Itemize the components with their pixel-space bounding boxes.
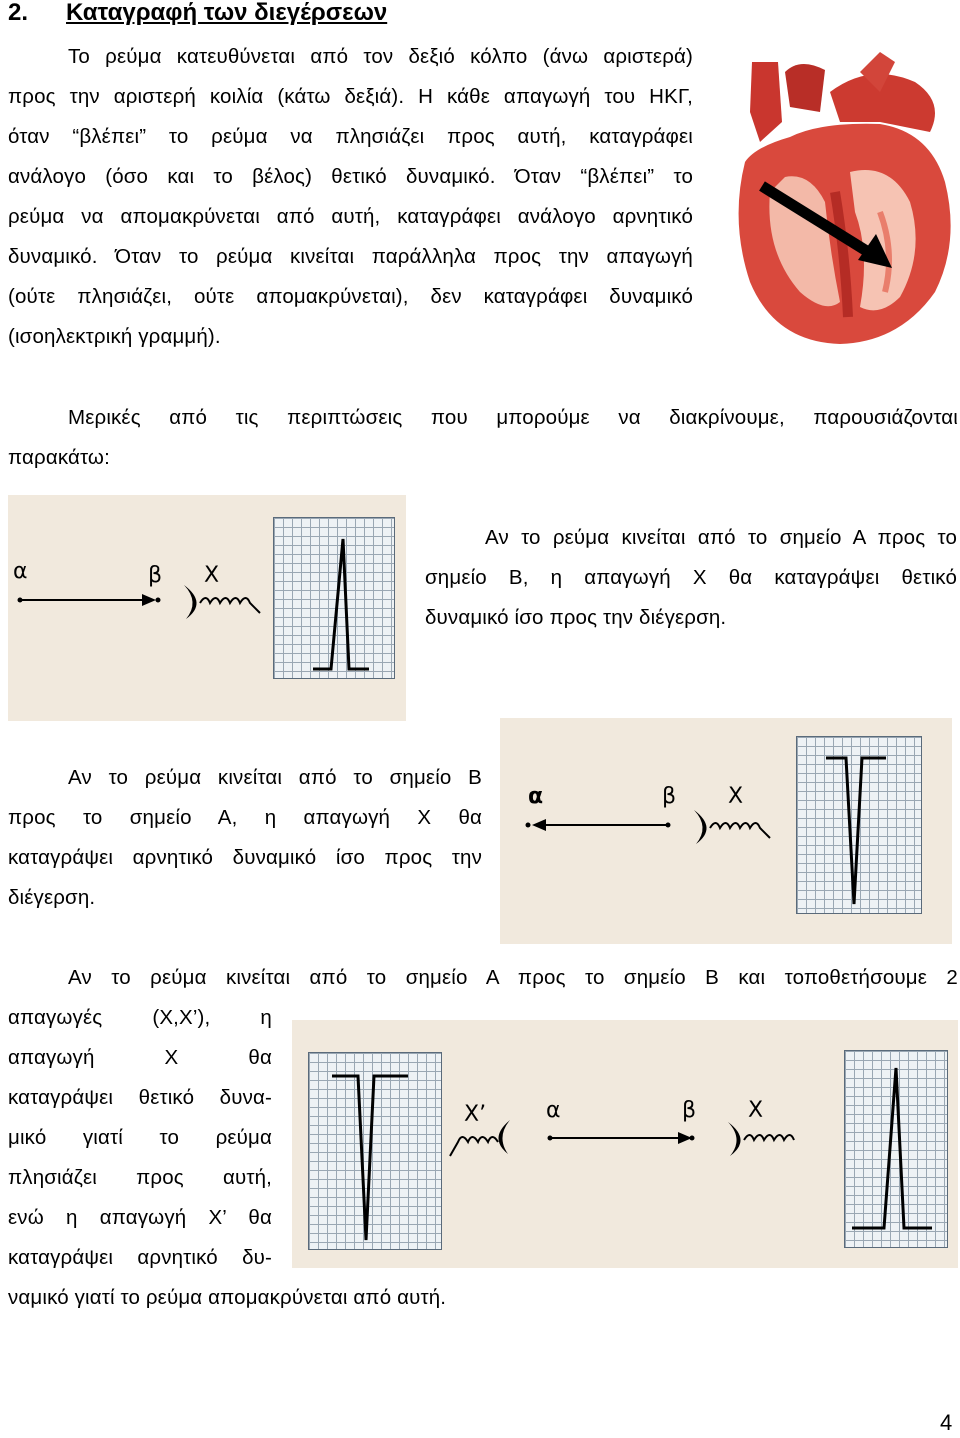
point-a-label: α [546, 1098, 561, 1123]
intro-line: δυναμικό. Όταν το ρεύμα κινείται παράλληλα προς την απαγωγή [8, 245, 693, 268]
case3-first-line: Αν το ρεύμα κινείται από το σημείο Α προς το σημείο Β και τοποθετήσουμε 2 [68, 966, 958, 989]
point-b-label: β [662, 784, 677, 809]
ecg-negative-trace [796, 736, 920, 912]
case1-line: σημείο Β, η απαγωγή Χ θα καταγράψει θετικό [425, 566, 957, 589]
intro-line: (ισοηλεκτρική γραμμή). [8, 325, 221, 348]
cases-intro-line: Μερικές από τις περιπτώσεις που μπορούμε να διακρίνουμε, παρουσιάζονται [68, 406, 958, 429]
ecg-positive-trace [844, 1050, 946, 1246]
case3-diagram [292, 1020, 958, 1268]
intro-line: όταν “βλέπει” το ρεύμα να πλησιάζει προς αυτή, καταγράφει [8, 125, 693, 148]
case1-text [425, 518, 957, 638]
heart-illustration [730, 52, 960, 352]
intro-line: ανάλογο (όσο και το βέλος) θετικό δυναμικό. Όταν “βλέπει” το [8, 165, 693, 188]
case2-line: καταγράψει αρνητικό δυναμικό ίσο προς την [8, 846, 482, 869]
section-heading [8, 0, 387, 28]
section-number: 2. [8, 0, 29, 26]
case1-line: Αν το ρεύμα κινείται από το σημείο Α προς το [485, 526, 957, 549]
case1-diagram [8, 495, 406, 721]
case2-line: διέγερση. [8, 886, 96, 909]
intro-paragraph [8, 37, 693, 357]
case3-first-line-wrap [8, 958, 958, 998]
case2-diagram [500, 718, 952, 944]
case3-text [8, 998, 272, 1278]
point-b-label: β [148, 563, 163, 588]
lead-x-label: Χ [204, 563, 220, 588]
case2-line: προς το σημείο Α, η απαγωγή Χ θα [8, 806, 482, 829]
intro-line: προς την αριστερή κοιλία (κάτω δεξιά). Η κάθε απαγωγή του ΗΚΓ, [8, 85, 693, 108]
lead-x-label: Χ [748, 1098, 764, 1123]
case3-line: απαγωγές (Χ,Χ’), η [8, 1006, 272, 1029]
point-a-label: α [528, 784, 544, 809]
case3-line: πλησιάζει προς αυτή, [8, 1166, 272, 1189]
lead-x-prime-label: Χ’ [464, 1102, 487, 1127]
case3-line: καταγράψει αρνητικό δυ- [8, 1246, 272, 1269]
case2-text [8, 758, 482, 918]
intro-line: (ούτε πλησιάζει, ούτε απομακρύνεται), δεν καταγράφει δυναμικό [8, 285, 693, 308]
case3-line: μικό γιατί το ρεύμα [8, 1126, 272, 1149]
cases-intro [8, 398, 958, 478]
case1-line: δυναμικό ίσο προς την διέγερση. [425, 606, 727, 629]
section-title: Καταγραφή των διεγέρσεων [66, 0, 388, 26]
case2-line: Αν το ρεύμα κινείται από το σημείο Β [68, 766, 482, 789]
lead-x-label: Χ [728, 784, 744, 809]
case3-line: ενώ η απαγωγή Χ’ θα [8, 1206, 272, 1229]
case3-line: καταγράψει θετικό δυνα- [8, 1086, 272, 1109]
cases-intro-line: παρακάτω: [8, 446, 110, 469]
point-b-label: β [682, 1098, 697, 1123]
case3-last-line: ναμικό γιατί το ρεύμα απομακρύνεται από αυτή. [8, 1286, 447, 1309]
intro-line: Το ρεύμα κατευθύνεται από τον δεξιό κόλπο (άνω αριστερά) [68, 45, 693, 68]
intro-line: ρεύμα να απομακρύνεται από αυτή, καταγράφει ανάλογο αρνητικό [8, 205, 693, 228]
point-a-label: α [13, 559, 28, 584]
case3-last-line-wrap [8, 1278, 708, 1318]
case3-line: απαγωγή Χ θα [8, 1046, 272, 1069]
page-number: 4 [940, 1410, 953, 1435]
ecg-positive-trace [273, 517, 393, 677]
